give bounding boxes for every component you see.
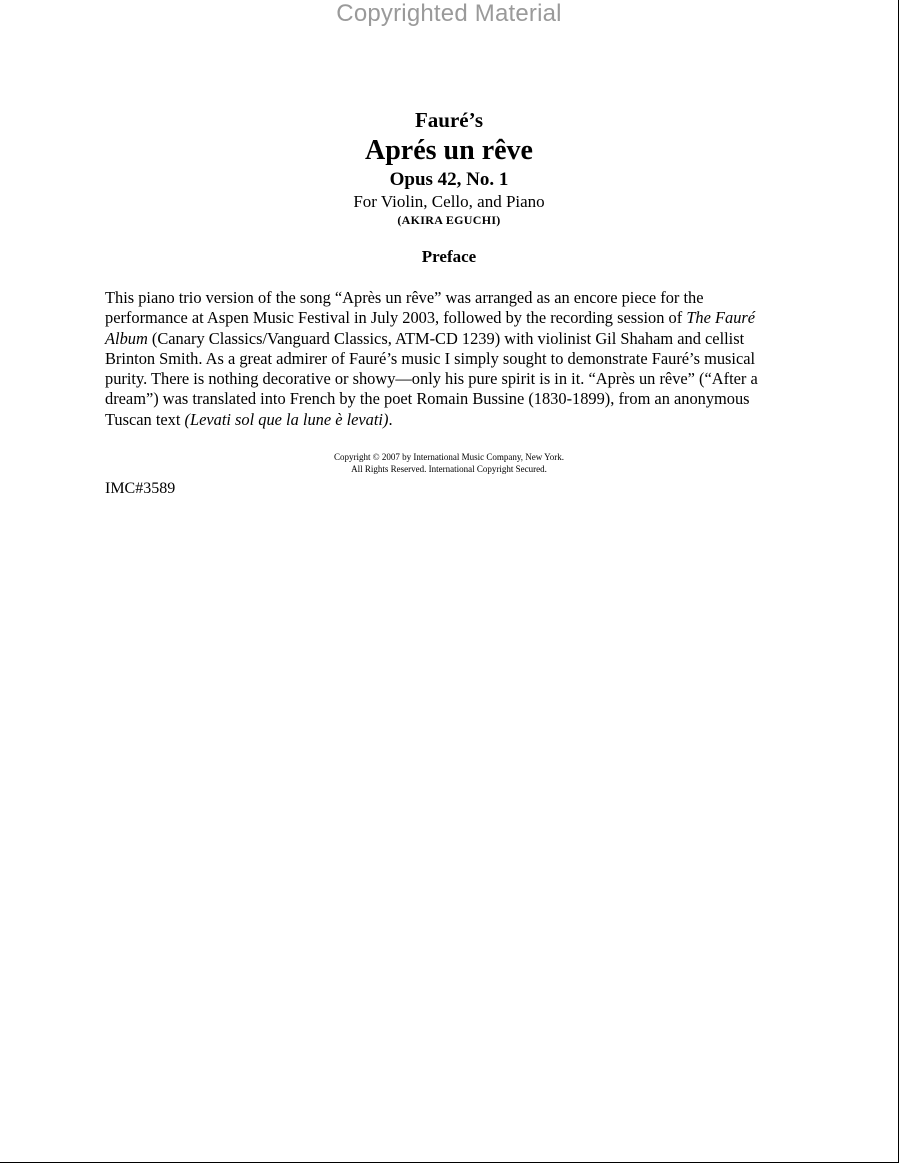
preface-paragraph (105, 288, 785, 430)
composer-name: Fauré’s (414, 108, 484, 132)
preface-text-1: This piano trio version of the song “Après un rêve” was arranged as an encore piece for the performance at Aspen Music Festival in July 2003, followed by the recording session of (105, 288, 704, 328)
album-title: The Fauré Album (105, 308, 756, 348)
preface-heading: Preface (421, 247, 477, 266)
opus-number: Opus 42, No. 1 (389, 169, 509, 190)
tuscan-text-title: (Levati sol que la lune è levati) (184, 409, 389, 429)
preface-text-3: . (388, 409, 393, 429)
copyright-line-1: Copyright © 2007 by International Music Company, New York. (334, 452, 564, 462)
copyright-line-2: All Rights Reserved. International Copyright Secured. (351, 464, 547, 474)
copyright-notice (0, 451, 898, 475)
catalog-number: IMC#3589 (105, 480, 176, 497)
work-title: Aprés un rêve (365, 135, 533, 166)
preface-text-2: (Canary Classics/Vanguard Classics, ATM-CD 1239) with violinist Gil Shaham and cellist Brinton Smith. As a great admirer of Fauré’s music I simply sought to demonstrate Fauré’s musical purity. There is nothing decorative or showy—only his pure spirit is in it. “Après un rêve” (“After a dream”) was translated into French by the poet Romain Bussine (1830-1899), from an anonymous Tuscan text (105, 328, 758, 429)
title-block (0, 106, 898, 228)
arranger-name: (AKIRA EGUCHI) (397, 213, 501, 227)
watermark: Copyrighted Material (336, 0, 562, 27)
instrumentation: For Violin, Cello, and Piano (353, 192, 545, 211)
